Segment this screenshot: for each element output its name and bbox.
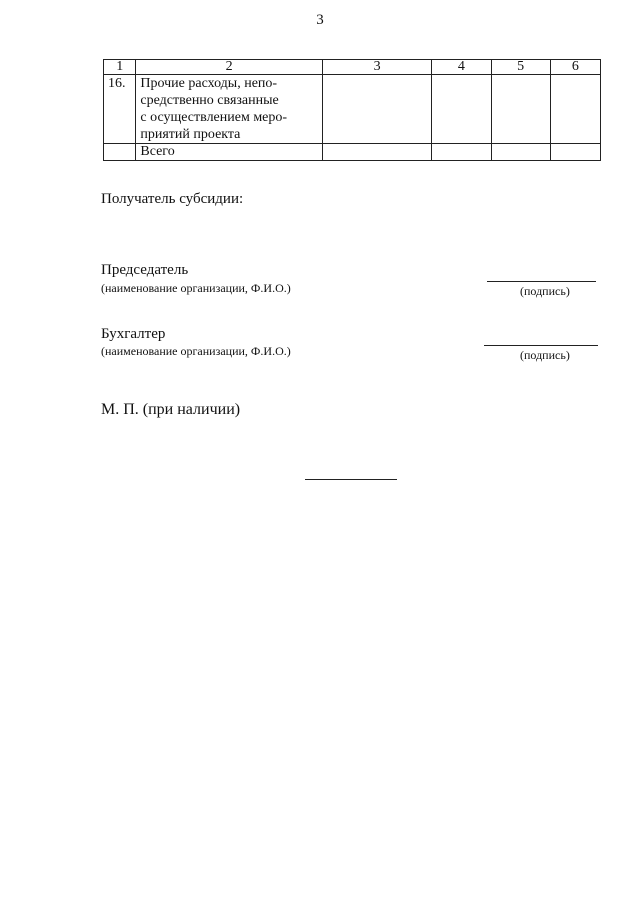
- row-number: 16.: [104, 75, 136, 144]
- table-cell: [322, 144, 431, 161]
- accountant-title: Бухгалтер: [101, 326, 166, 342]
- recipient-label: Получатель субсидии:: [101, 191, 244, 207]
- column-header: 4: [432, 60, 491, 75]
- table-cell: [432, 144, 491, 161]
- stamp-label: М. П. (при наличии): [101, 401, 241, 418]
- column-header: 1: [104, 60, 136, 75]
- accountant-signature-line: [484, 345, 598, 346]
- page-number: 3: [316, 12, 324, 28]
- total-label: Всего: [136, 144, 323, 161]
- table-header-row: [104, 60, 601, 75]
- end-divider: [305, 479, 397, 480]
- chairman-note: (наименование организации, Ф.И.О.): [101, 281, 291, 295]
- table-cell: [491, 75, 550, 144]
- item-description: [136, 75, 323, 144]
- accountant-note: (наименование организации, Ф.И.О.): [101, 344, 291, 358]
- table-cell: [491, 144, 550, 161]
- accountant-signature-label: (подпись): [520, 348, 570, 362]
- item-line: приятий проекта: [140, 127, 241, 142]
- column-header: 6: [550, 60, 600, 75]
- item-line: Прочие расходы, непо-: [140, 76, 278, 91]
- expense-table: [103, 59, 601, 161]
- column-header: 5: [491, 60, 550, 75]
- item-line: средственно связанные: [140, 93, 279, 108]
- chairman-signature-line: [487, 281, 596, 282]
- column-header: 2: [136, 60, 323, 75]
- column-header: 3: [322, 60, 431, 75]
- chairman-title: Председатель: [101, 262, 189, 278]
- chairman-signature-label: (подпись): [520, 284, 570, 298]
- row-number: [104, 144, 136, 161]
- table-cell: [432, 75, 491, 144]
- item-line: с осуществлением меро-: [140, 110, 288, 125]
- table-row-total: [104, 144, 601, 161]
- table-cell: [322, 75, 431, 144]
- table-cell: [550, 144, 600, 161]
- table-cell: [550, 75, 600, 144]
- table-row: [104, 75, 601, 144]
